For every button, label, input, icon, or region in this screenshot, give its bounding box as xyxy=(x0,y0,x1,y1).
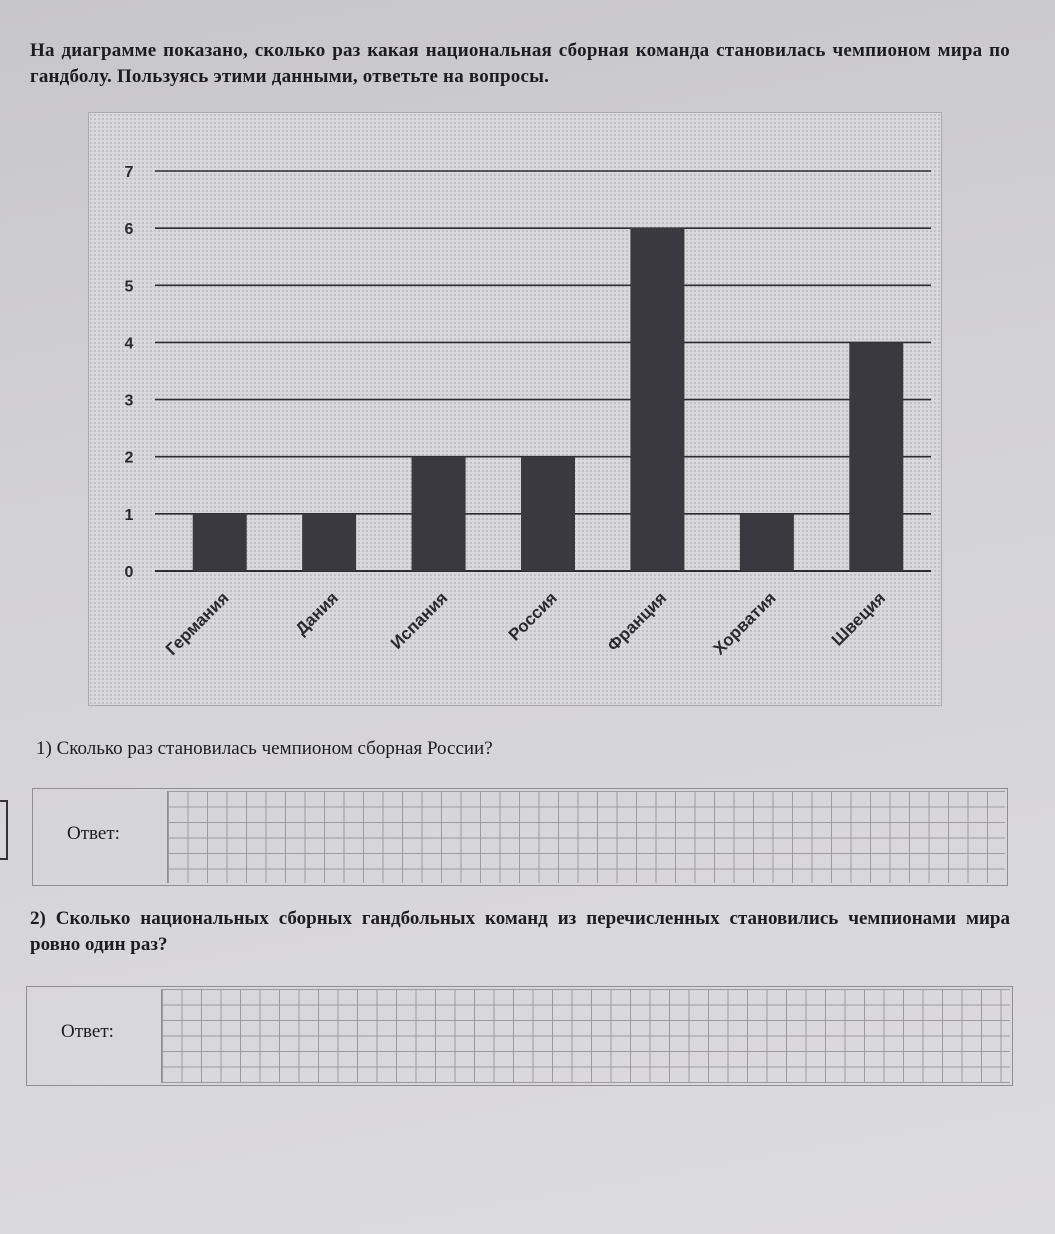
x-category-label: Германия xyxy=(161,588,233,659)
x-category-label: Швеция xyxy=(827,588,890,650)
question-1: 1) Сколько раз становилась чемпионом сборная России? xyxy=(36,738,493,759)
x-category-label: Франция xyxy=(603,588,671,656)
bar-3 xyxy=(521,457,575,571)
bar-4 xyxy=(630,228,684,571)
answer-label-2: Ответ: xyxy=(61,1021,114,1042)
y-tick-label: 3 xyxy=(124,392,134,410)
margin-bracket xyxy=(0,800,8,860)
bar-2 xyxy=(412,457,466,571)
y-tick-label: 4 xyxy=(124,335,134,353)
y-tick-label: 6 xyxy=(124,221,134,239)
y-tick-label: 1 xyxy=(124,506,134,524)
y-tick-label: 7 xyxy=(124,164,134,181)
bar-chart-frame xyxy=(88,112,942,706)
bar-chart xyxy=(89,113,941,705)
answer-box-1 xyxy=(32,788,1008,886)
bar-1 xyxy=(302,514,356,571)
answer-label-1: Ответ: xyxy=(67,823,120,844)
task-intro: На диаграмме показано, сколько раз какая национальная сборная команда становилась чемпионом мира по гандболу. Пользуясь этими данными, ответьте на вопросы. xyxy=(30,40,1010,87)
question-2: 2) Сколько национальных сборных гандбольных команд из перечисленных становились чемпионами мира ровно один раз? xyxy=(30,908,1010,955)
y-tick-label: 0 xyxy=(124,564,134,581)
x-category-label: Россия xyxy=(504,588,561,645)
bar-6 xyxy=(849,342,903,571)
x-category-label: Испания xyxy=(387,588,452,653)
x-category-label: Дания xyxy=(291,588,342,639)
y-tick-label: 5 xyxy=(124,278,134,296)
y-tick-label: 2 xyxy=(124,449,134,467)
bar-5 xyxy=(740,514,794,571)
x-category-label: Хорватия xyxy=(709,588,780,659)
answer-grid-2[interactable] xyxy=(161,989,1010,1083)
bar-0 xyxy=(193,514,247,571)
answer-grid-1[interactable] xyxy=(167,791,1005,883)
answer-box-2 xyxy=(26,986,1013,1086)
